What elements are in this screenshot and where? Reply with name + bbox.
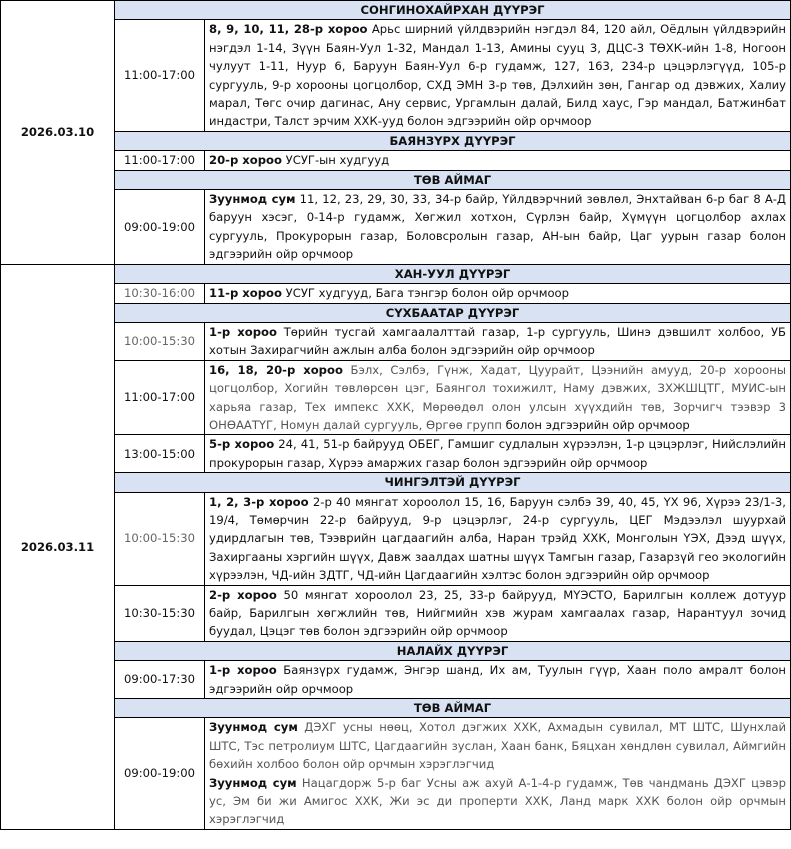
time-cell: 09:00-19:00: [115, 190, 205, 265]
area-name: 1, 2, 3-р хороо: [209, 494, 309, 509]
location-list: УСУГ худгууд, Бага тэнгэр болон ойр орчмоор: [281, 286, 569, 301]
time-cell: 11:00-17:00: [115, 20, 205, 131]
table-row: [1, 284, 791, 303]
area-name: 11-р хороо: [209, 286, 282, 301]
locations-cell: [205, 585, 791, 641]
location-list: Төрийн тусгай хамгаалалттай газар, 1-р сургууль, Шинэ дэвшилт холбоо, УБ хотын Захирагчийн ажлын алба болон эдгээрийн ойр орчмоор: [209, 324, 786, 358]
location-list: УСУГ-ын худгууд: [281, 153, 390, 168]
location-entry: [209, 718, 786, 773]
area-name: Зуунмод сум: [209, 775, 297, 790]
location-entry: [209, 661, 786, 698]
time-cell: 10:00-15:30: [115, 322, 205, 360]
table-row: [1, 492, 791, 585]
section-title: СҮХБААТАР ДҮҮРЭГ: [115, 303, 791, 322]
section-title: ХАН-УУЛ ДҮҮРЭГ: [115, 264, 791, 283]
section-title: ТӨВ АЙМАГ: [115, 170, 791, 189]
location-entry: [209, 323, 786, 360]
locations-cell: [205, 492, 791, 585]
time-cell: 10:30-16:00: [115, 284, 205, 303]
location-list: Нацагдорж 5-р баг Усны аж ахуй А-1-4-р гудамж, Төв чандмань ДЭХГ цэвэр ус, Эм би жи Амигос ХХК, Жи эс ди проперти ХХК, Ланд марк ХХК болон ойр орчмын хэрэглэгчид: [209, 775, 786, 827]
area-name: Зуунмод сум: [209, 192, 296, 207]
area-name: 8, 9, 10, 11, 28-р хороо: [209, 22, 368, 37]
area-name: 20-р хороо: [209, 153, 282, 168]
location-entry: [209, 435, 786, 472]
table-row: [1, 435, 791, 473]
location-list: 2-р 40 мянгат хороолол 15, 16, Баруун сэлбэ 39, 40, 45, ҮХ 96, Хүрээ 23/1-3, 19/4, Төмөрчин 22-р байрууд, 9-р цэцэрлэг, 24-р сургууль, ЦЕГ Мэдээлэл шуурхай удирдлагын төв, Тээврийн цагдаагийн алба, Наран трэйд ХХК, Монголын ҮЭХ, Дээд шүүх, Захиргааны хэргийн шүүх, Давж заалдах шатны шүүх Тамгын газар, Газарзүй гео экологийн хүрээлэн, ЧД-ийн ЗДТГ, ЧД-ийн Цагдаагийн хэлтэс болон эдгээрийн ойр орчмоор: [209, 494, 786, 583]
locations-cell: [205, 284, 791, 303]
table-row: [1, 661, 791, 699]
section-title: СОНГИНОХАЙРХАН ДҮҮРЭГ: [115, 1, 791, 20]
location-entry: [209, 361, 786, 435]
area-name: 1-р хороо: [209, 324, 277, 339]
table-row: [1, 360, 791, 435]
table-row: [1, 585, 791, 641]
section-header-row: [1, 1, 791, 20]
time-cell: 09:00-19:00: [115, 718, 205, 829]
section-title: БАЯНЗҮРХ ДҮҮРЭГ: [115, 131, 791, 150]
section-header-row: [1, 303, 791, 322]
location-list: ДЭХГ усны нөөц, Хотол дэгжих ХХК, Ахмадын сувилал, МТ ШТС, Шунхлай ШТС, Тэс петролиум ШТС, Цагдаагийн зуслан, Хаан банк, Бяцхан хөндлөн сувилал, Аймгийн бөхийн холбоо болон ойр орчмын хэрэглэгчид: [209, 720, 786, 772]
table-row: [1, 190, 791, 265]
location-list: 50 мянгат хороолол 23, 25, 33-р байрууд, МҮЭСТО, Барилгын коллеж дотуур байр, Барилгын хөгжлийн төв, Нийгмийн хэв журам хамгаалах газар, Нарантуул зочид буудал, Цэцэг төв болон эдгээрийн ойр орчмоор: [209, 587, 786, 639]
area-name: Зуунмод сум: [209, 720, 298, 735]
section-title: НАЛАЙХ ДҮҮРЭГ: [115, 641, 791, 660]
location-list: 11, 12, 23, 29, 30, 33, 34-р байр, Үйлдвэрчний зөвлөл, Энхтайван 6-р баг 8 А-Д баруун хэсэг, 0-14-р гудамж, Хөгжил хотхон, Сүрлэн байр, Хүмүүн цогцолбор ахлах сургууль, Прокурорын газар, Боловсролын газар, АН-ын байр, Цаг уурын газар болон эдгээрийн ойр орчмоор: [209, 192, 786, 262]
location-tail: болон эдгээрийн ойр орчмоор: [501, 417, 690, 432]
location-entry: [209, 20, 786, 130]
location-list: Арьс ширний үйлдвэрийн нэгдэл 84, 120 айл, Оёдлын үйлдвэрийн нэгдэл 1-14, Зүүн Баян-Уул 1-32, Мандал 1-13, Амины сууц 3, ДЦС-3 ТӨХК-ийн 1-8, Ногоон чулуут 1-11, Нуур 6, Баруун Баян-Уул 6-р гудамж, 127, 163, 234-р цэцэрлэгүүд, 105-р сургууль, 9-р хорооны цогцолбор, СХД ЭМН 3-р төв, Дэлхийн зөн, Гангар од дэвжих, Халиу марал, Төгс очир дагинас, Ану сервис, Ургамлын далай, Билд хаус, Гэр мандал, Батжинбат индастри, Талст эрчим ХХК-ууд болон эдгээрийн ойр орчмоор: [209, 22, 786, 129]
section-title: ТӨВ АЙМАГ: [115, 699, 791, 718]
area-name: 16, 18, 20-р хороо: [209, 362, 343, 377]
table-row: [1, 718, 791, 829]
locations-cell: [205, 322, 791, 360]
section-header-row: [1, 131, 791, 150]
location-list: Баянзүрх гудамж, Энгэр шанд, Их ам, Туулын гүүр, Хаан поло амралт болон эдгээрийн ойр орчмоор: [209, 663, 786, 696]
section-header-row: [1, 473, 791, 492]
time-cell: 11:00-17:00: [115, 151, 205, 170]
time-cell: 13:00-15:00: [115, 435, 205, 473]
time-cell: 09:00-17:30: [115, 661, 205, 699]
location-entry: [209, 586, 786, 641]
location-entry: [209, 774, 786, 829]
section-header-row: [1, 641, 791, 660]
section-header-row: [1, 170, 791, 189]
table-row: [1, 20, 791, 131]
locations-cell: [205, 435, 791, 473]
area-name: 2-р хороо: [209, 587, 277, 602]
locations-cell: [205, 190, 791, 265]
time-cell: 10:30-15:30: [115, 585, 205, 641]
time-cell: 11:00-17:00: [115, 360, 205, 435]
area-name: 5-р хороо: [209, 437, 275, 452]
area-name: 1-р хороо: [209, 663, 277, 678]
date-cell: 2026.03.10: [1, 1, 115, 265]
table-row: [1, 151, 791, 170]
locations-cell: [205, 20, 791, 131]
location-entry: [209, 190, 786, 264]
locations-cell: [205, 151, 791, 170]
section-header-row: [1, 699, 791, 718]
locations-cell: [205, 661, 791, 699]
date-cell: 2026.03.11: [1, 264, 115, 829]
location-list: Бэлх, Сэлбэ, Гүнж, Хадат, Цуурайт, Цээнийн амууд, 20-р хорооны цогцолбор, Хогийн төвлөрсөн цэг, Баянгол тохижилт, Наму дэвжих, ЗХЖШЦТГ, МУИС-ын харьяа газар, Тех импекс ХХК, Мөрөөдөл олон улсын хүүхдийн төв, Зорчигч тээвэр 3 ОНӨААТҮГ, Номун далай сургууль, Өргөө групп: [209, 362, 786, 432]
table-row: [1, 322, 791, 360]
locations-cell: [205, 718, 791, 829]
location-entry: [209, 284, 786, 302]
section-title: ЧИНГЭЛТЭЙ ДҮҮРЭГ: [115, 473, 791, 492]
section-header-row: [1, 264, 791, 283]
location-list: 24, 41, 51-р байрууд ОБЕГ, Гамшиг судлалын хүрээлэн, 1-р цэцэрлэг, Нийслэлийн прокурорын газар, Хүрээ амаржих газар болон эдгээрийн ойр орчмоор: [209, 437, 786, 470]
time-cell: 10:00-15:30: [115, 492, 205, 585]
location-entry: [209, 493, 786, 585]
locations-cell: [205, 360, 791, 435]
location-entry: [209, 151, 786, 169]
